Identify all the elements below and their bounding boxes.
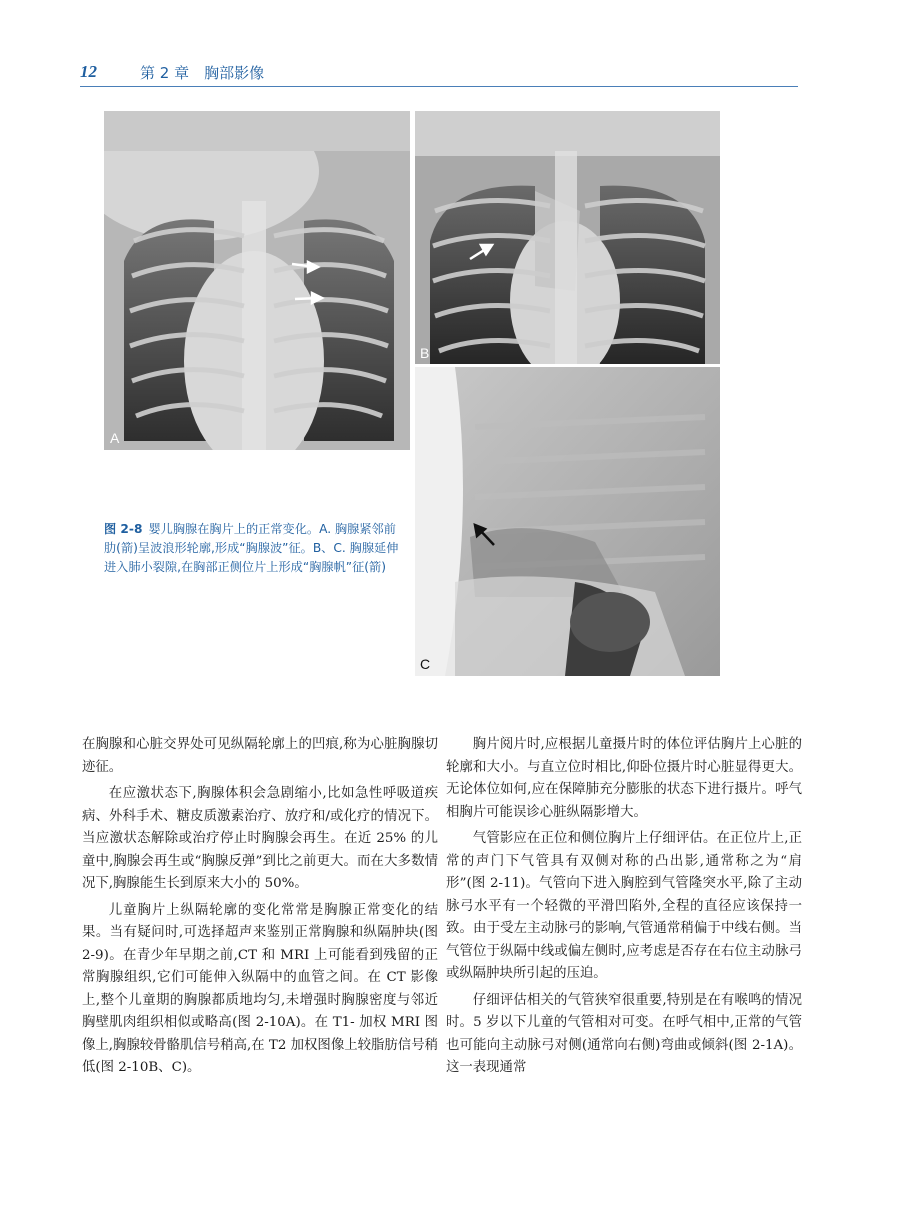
xray-panel-c [415,367,720,676]
panel-label-b: B [420,345,430,361]
page-number: 12 [80,62,97,81]
paragraph: 仔细评估相关的气管狭窄很重要,特别是在有喉鸣的情况时。5 岁以下儿童的气管相对可变。在呼气相中,正常的气管也可能向主动脉弓对侧(通常向右侧)弯曲或倾斜(图 2-1A)。这一表现通常 [446,992,802,1075]
panel-label-c: C [420,656,431,672]
left-column [82,734,438,1084]
arrow-icon [415,367,720,676]
paragraph: 在应激状态下,胸腺体积会急剧缩小,比如急性呼吸道疾病、外科手术、糖皮质激素治疗、放疗和/或化疗的情况下。当应激状态解除或治疗停止时胸腺会再生。在近 25% 的儿童中,胸腺会再生或“胸腺反弹”到比之前更大。而在大多数情况下,胸腺能生长到原来大小的 50%。 [82,786,438,891]
figure-number: 图 2-8 [104,522,143,536]
chapter-title: 第 2 章 胸部影像 [140,64,265,82]
arrow-icon [415,111,720,364]
xray-panel-a [104,111,410,450]
header-rule [80,86,798,87]
xray-panel-b [415,111,720,364]
arrow-icon [104,111,410,450]
figure-caption-text: 婴儿胸腺在胸片上的正常变化。A. 胸腺紧邻前肋(箭)呈波浪形轮廓,形成“胸腺波”征。B、C. 胸腺延伸进入肺小裂隙,在胸部正侧位片上形成“胸腺帆”征(箭) [104,522,399,574]
paragraph: 气管影应在正位和侧位胸片上仔细评估。在正位片上,正常的声门下气管具有双侧对称的凸出影,通常称之为“肩形”(图 2-11)。气管向下进入胸腔到气管隆突水平,除了主动脉弓水平有一个轻微的平滑凹陷外,全程的直径应该保持一致。由于受左主动脉弓的影响,气管通常稍偏于中线右侧。当气管位于纵隔中线或偏左侧时,应考虑是否存在右位主动脉弓或纵隔肿块所引起的压迫。 [446,831,802,981]
paragraph: 在胸腺和心脏交界处可见纵隔轮廓上的凹痕,称为心脏胸腺切迹征。 [82,737,438,775]
paragraph: 胸片阅片时,应根据儿童摄片时的体位评估胸片上心脏的轮廓和大小。与直立位时相比,仰卧位摄片时心脏显得更大。无论体位如何,应在保障肺充分膨胀的状态下进行摄片。呼气相胸片可能误诊心脏纵隔影增大。 [446,737,802,820]
right-column [446,734,802,1084]
paragraph: 儿童胸片上纵隔轮廓的变化常常是胸腺正常变化的结果。当有疑问时,可选择超声来鉴别正常胸腺和纵隔肿块(图 2-9)。在青少年早期之前,CT 和 MRI 上可能看到残留的正常胸腺组织,它们可能伸入纵隔中的血管之间。在 CT 影像上,整个儿童期的胸腺都质地均匀,未增强时胸腺密度与邻近胸壁肌肉组织相似或略高(图 2-10A)。在 T1- 加权 MRI 图像上,胸腺较骨骼肌信号稍高,在 T2 加权图像上较脂肪信号稍低(图 2-10B、C)。 [82,902,438,1075]
figure-caption [104,520,400,577]
panel-label-a: A [110,430,120,446]
running-header [80,62,798,86]
